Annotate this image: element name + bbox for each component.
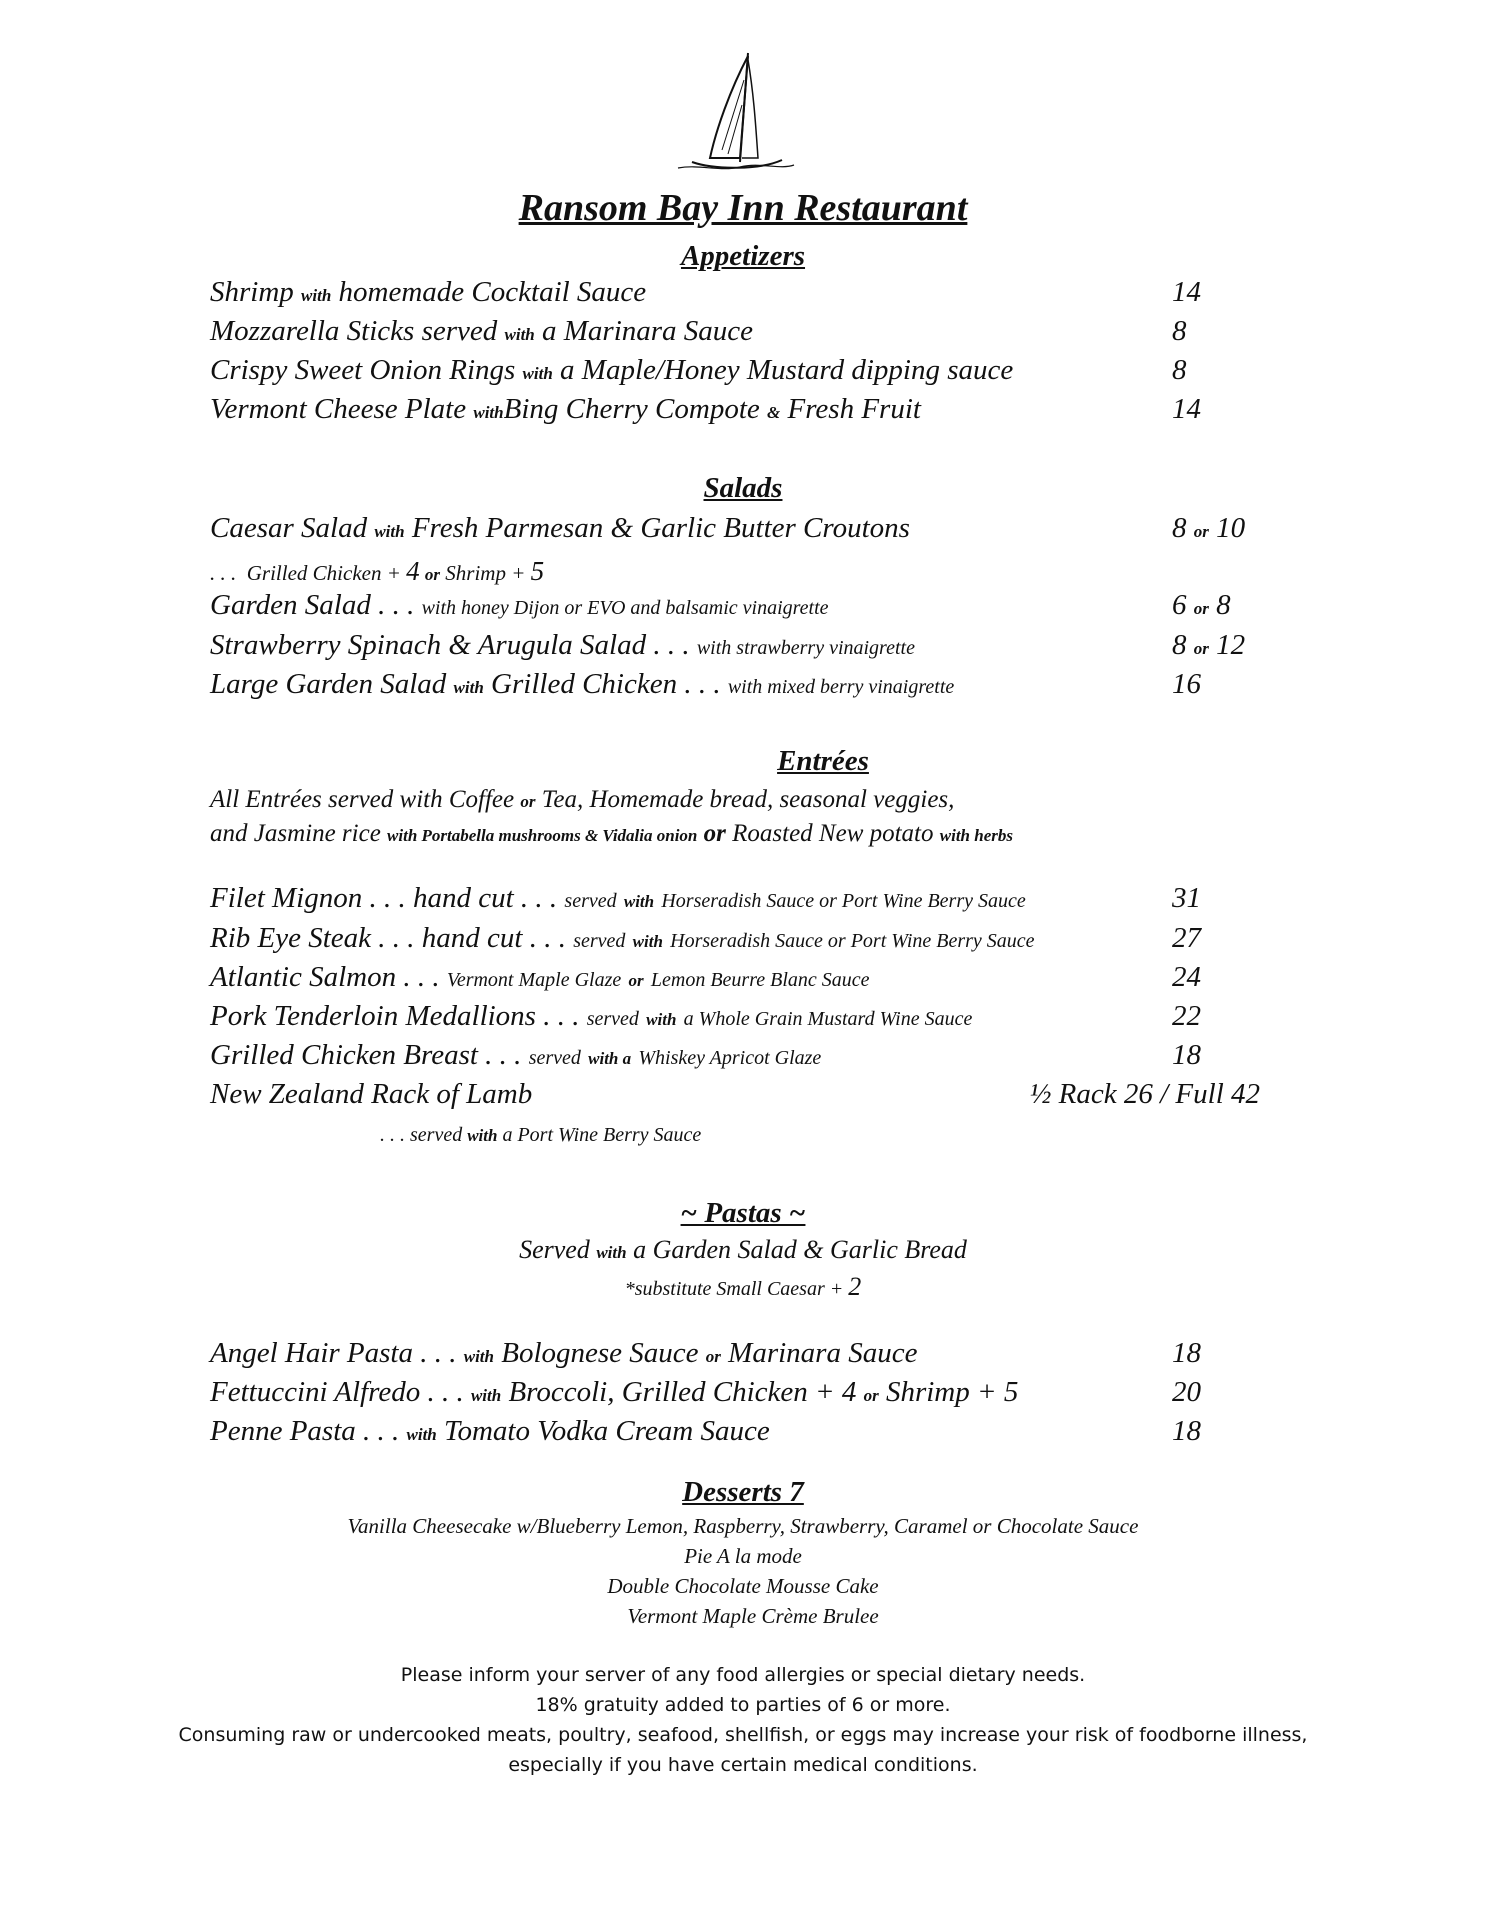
dessert-item: Vanilla Cheesecake w/Blueberry Lemon, Raspberry, Strawberry, Caramel or Chocolate Sauce (347, 1514, 1139, 1538)
section-title-desserts: Desserts 7 (682, 1476, 804, 1508)
menu-item-mozzarella-sticks: Mozzarella Sticks served with a Marinara Sauce 8 (210, 315, 1187, 347)
pastas-substitute-note: *substitute Small Caesar + 2 (624, 1272, 862, 1301)
menu-item-pork-tenderloin: Pork Tenderloin Medallions . . . served with a Whole Grain Mustard Wine Sauce 22 (210, 1000, 1201, 1032)
menu-item-strawberry-spinach-salad: Strawberry Spinach & Arugula Salad . . . with strawberry vinaigrette 8 or 12 (210, 629, 1246, 661)
lamb-sauce-note: . . . served with a Port Wine Berry Sauce (380, 1124, 702, 1146)
section-title-salads: Salads (703, 472, 783, 504)
salad-addon-note: . . . Grilled Chicken + 4 or Shrimp + 5 (210, 556, 545, 586)
menu-item-large-garden-salad: Large Garden Salad with Grilled Chicken . . . with mixed berry vinaigrette 16 (210, 668, 1201, 700)
item-price: 8 (1172, 315, 1187, 347)
menu-item-grilled-chicken-breast: Grilled Chicken Breast . . . served with a Whiskey Apricot Glaze 18 (210, 1039, 1201, 1071)
menu-item-atlantic-salmon: Atlantic Salmon . . . Vermont Maple Glaze or Lemon Beurre Blanc Sauce 24 (210, 961, 1201, 993)
restaurant-title: Ransom Bay Inn Restaurant (518, 187, 968, 229)
section-title-pastas: ~ Pastas ~ (680, 1197, 806, 1229)
menu-item-angel-hair-pasta: Angel Hair Pasta . . . with Bolognese Sauce or Marinara Sauce 18 (210, 1337, 1201, 1369)
menu-item-onion-rings: Crispy Sweet Onion Rings with a Maple/Honey Mustard dipping sauce 8 (210, 354, 1187, 386)
menu-item-fettuccini-alfredo: Fettuccini Alfredo . . . with Broccoli, Grilled Chicken + 4 or Shrimp + 5 20 (210, 1376, 1201, 1408)
entrees-intro-line-1: All Entrées served with Coffee or Tea, Homemade bread, seasonal veggies, (210, 786, 955, 813)
footer-consumption-warning: Consuming raw or undercooked meats, poultry, seafood, shellfish, or eggs may increase your risk of foodborne illness, (178, 1724, 1308, 1746)
item-price: 14 (1172, 276, 1201, 308)
menu-item-penne-pasta: Penne Pasta . . . with Tomato Vodka Cream Sauce 18 (210, 1415, 1201, 1447)
section-title-entrees: Entrées (777, 745, 869, 777)
sailboat-logo-icon (670, 50, 800, 180)
item-price: 8 (1172, 354, 1187, 386)
menu-item-shrimp: Shrimp with homemade Cocktail Sauce 14 (210, 276, 1201, 308)
menu-item-cheese-plate: Vermont Cheese Plate withBing Cherry Compote & Fresh Fruit 14 (210, 393, 1201, 425)
menu-item-garden-salad: Garden Salad . . . with honey Dijon or EVO and balsamic vinaigrette 6 or 8 (210, 589, 1231, 621)
menu-item-rack-of-lamb: New Zealand Rack of Lamb ½ Rack 26 / Full 42 (210, 1078, 1260, 1110)
footer-gratuity-note: 18% gratuity added to parties of 6 or more. (535, 1694, 951, 1716)
item-price: 14 (1172, 393, 1201, 425)
footer-consumption-warning-cont: especially if you have certain medical conditions. (508, 1754, 978, 1776)
menu-item-rib-eye-steak: Rib Eye Steak . . . hand cut . . . served with Horseradish Sauce or Port Wine Berry Sauce 27 (210, 922, 1201, 954)
dessert-item: Pie A la mode (684, 1544, 802, 1568)
menu-item-filet-mignon: Filet Mignon . . . hand cut . . . served with Horseradish Sauce or Port Wine Berry Sauce 31 (210, 882, 1201, 914)
pastas-served-with: Served with a Garden Salad & Garlic Bread (519, 1235, 967, 1264)
footer-allergy-note: Please inform your server of any food allergies or special dietary needs. (400, 1664, 1086, 1686)
dessert-item: Vermont Maple Crème Brulee (627, 1604, 879, 1628)
section-title-appetizers: Appetizers (680, 240, 806, 272)
dessert-item: Double Chocolate Mousse Cake (607, 1574, 879, 1598)
entrees-intro-line-2: and Jasmine rice with Portabella mushrooms & Vidalia onion or Roasted New potato with herbs (210, 820, 1013, 847)
menu-item-caesar-salad: Caesar Salad with Fresh Parmesan & Garlic Butter Croutons 8 or 10 (210, 512, 1246, 544)
